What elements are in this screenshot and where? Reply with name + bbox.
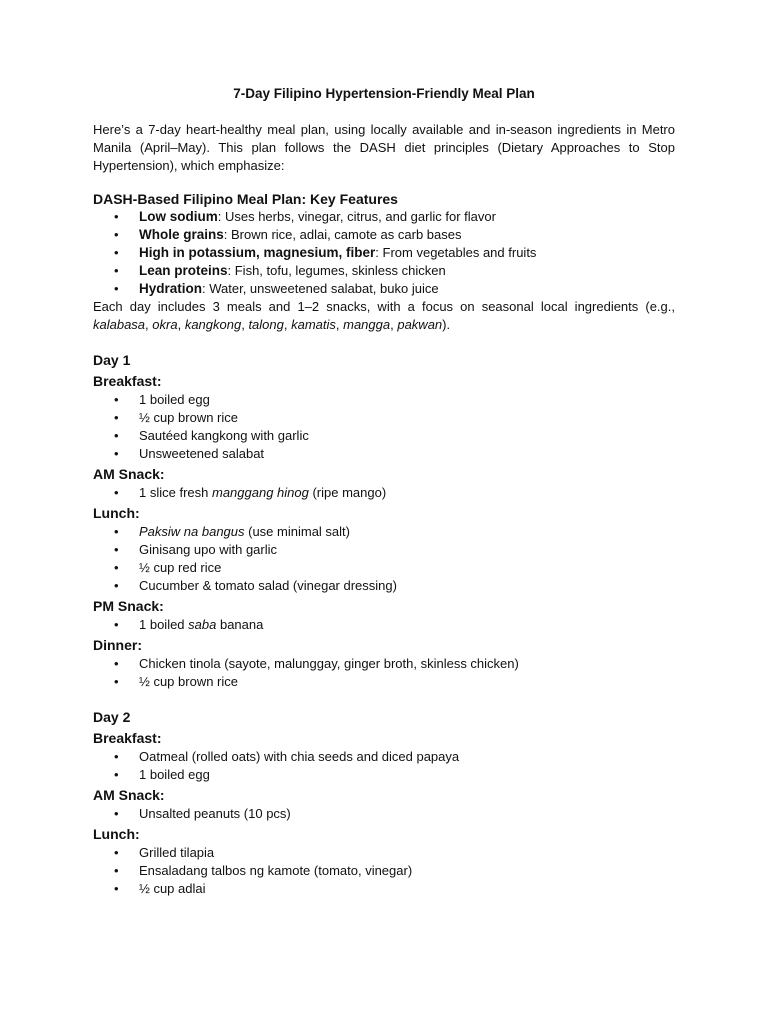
list-item: • Ensaladang talbos ng kamote (tomato, vinegar) bbox=[93, 862, 675, 880]
day-2-lunch-list bbox=[93, 844, 675, 898]
day-1-pm-snack-list bbox=[93, 616, 675, 634]
day-2-am-snack-list bbox=[93, 805, 675, 823]
list-item: • Cucumber & tomato salad (vinegar dressing) bbox=[93, 577, 675, 595]
day-1-lunch-label: Lunch: bbox=[93, 505, 140, 521]
day-1-lunch-list bbox=[93, 523, 675, 595]
intro-paragraph: Here’s a 7-day heart-healthy meal plan, using locally available and in-season ingredients in Metro Manila (April–May). This plan follows the DASH diet principles (Dietary Approaches to Stop Hypertension), which emphasize: bbox=[93, 122, 675, 173]
day-1-heading: Day 1 bbox=[93, 352, 131, 368]
day-2-breakfast-label: Breakfast: bbox=[93, 730, 162, 746]
list-item: • 1 boiled egg bbox=[93, 391, 675, 409]
feature-item: • High in potassium, magnesium, fiber: From vegetables and fruits bbox=[93, 244, 675, 262]
list-item: • Unsweetened salabat bbox=[93, 445, 675, 463]
features-heading: DASH-Based Filipino Meal Plan: Key Features bbox=[93, 191, 398, 207]
day-1-breakfast-list bbox=[93, 391, 675, 463]
list-item: • ½ cup adlai bbox=[93, 880, 675, 898]
day-2-lunch-label: Lunch: bbox=[93, 826, 140, 842]
day-1-pm-snack-label: PM Snack: bbox=[93, 598, 164, 614]
list-item: • Grilled tilapia bbox=[93, 844, 675, 862]
feature-item: • Whole grains: Brown rice, adlai, camote as carb bases bbox=[93, 226, 675, 244]
list-item: • Ginisang upo with garlic bbox=[93, 541, 675, 559]
list-item: • Oatmeal (rolled oats) with chia seeds and diced papaya bbox=[93, 748, 675, 766]
day-1-dinner-list bbox=[93, 655, 675, 691]
day-2-heading: Day 2 bbox=[93, 709, 131, 725]
day-1-am-snack-label: AM Snack: bbox=[93, 466, 165, 482]
page-title: 7-Day Filipino Hypertension-Friendly Meal Plan bbox=[233, 86, 535, 101]
feature-item: • Low sodium: Uses herbs, vinegar, citrus, and garlic for flavor bbox=[93, 208, 675, 226]
feature-item: • Lean proteins: Fish, tofu, legumes, skinless chicken bbox=[93, 262, 675, 280]
day-1-dinner-label: Dinner: bbox=[93, 637, 142, 653]
list-item: • ½ cup brown rice bbox=[93, 673, 675, 691]
document-page bbox=[93, 86, 675, 898]
feature-item: • Hydration: Water, unsweetened salabat, buko juice bbox=[93, 280, 675, 298]
day-1-breakfast-label: Breakfast: bbox=[93, 373, 162, 389]
list-item: • Unsalted peanuts (10 pcs) bbox=[93, 805, 675, 823]
snacks-paragraph: Each day includes 3 meals and 1–2 snacks, with a focus on seasonal local ingredients (e.g., kalabasa, okra, kangkong, talong, kamatis, mangga, pakwan). bbox=[93, 299, 675, 332]
day-2-breakfast-list bbox=[93, 748, 675, 784]
features-list bbox=[93, 208, 675, 298]
list-item: • ½ cup red rice bbox=[93, 559, 675, 577]
day-1-am-snack-list bbox=[93, 484, 675, 502]
list-item: • Chicken tinola (sayote, malunggay, ginger broth, skinless chicken) bbox=[93, 655, 675, 673]
list-item: • 1 slice fresh manggang hinog (ripe mango) bbox=[93, 484, 675, 502]
list-item: • ½ cup brown rice bbox=[93, 409, 675, 427]
day-2-am-snack-label: AM Snack: bbox=[93, 787, 165, 803]
list-item: • Sautéed kangkong with garlic bbox=[93, 427, 675, 445]
list-item: • 1 boiled egg bbox=[93, 766, 675, 784]
list-item: • Paksiw na bangus (use minimal salt) bbox=[93, 523, 675, 541]
list-item: • 1 boiled saba banana bbox=[93, 616, 675, 634]
